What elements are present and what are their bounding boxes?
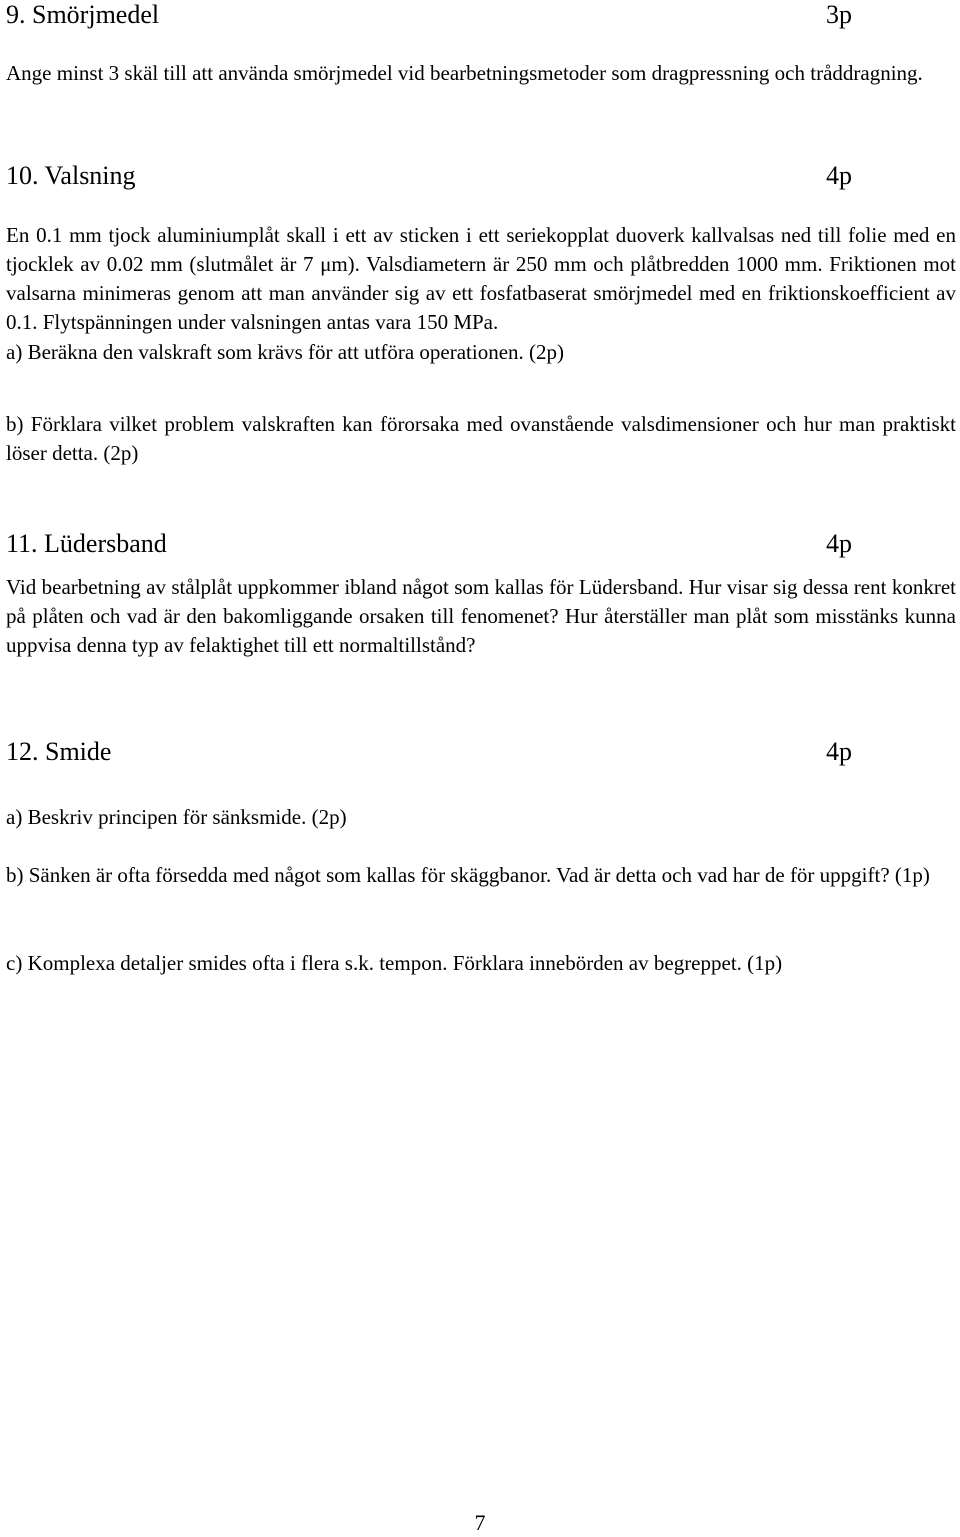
section-11-question: Vid bearbetning av stålplåt uppkommer ibland något som kallas för Lüdersband. Hur visar sig dessa rent konkret på plåten och vad är den bakomliggande orsaken till fenomenet? Hur återställer man plåt som misstänks kunna uppvisa denna typ av felaktighet till ett normaltillstånd? xyxy=(6,575,956,657)
section-title: 11. Lüdersband xyxy=(6,529,167,558)
section-9-question: Ange minst 3 skäl till att använda smörjmedel vid bearbetningsmetoder som dragpressning och tråddragning. xyxy=(6,61,923,85)
page-number: 7 xyxy=(474,1510,486,1535)
section-10-question-b: b) Förklara vilket problem valskraften kan förorsaka med ovanstående valsdimensioner och hur man praktiskt löser detta. (2p) xyxy=(6,412,956,465)
section-points: 4p xyxy=(826,161,852,190)
section-10-question-a: a) Beräkna den valskraft som krävs för att utföra operationen. (2p) xyxy=(6,340,565,364)
section-points: 4p xyxy=(826,529,852,558)
section-10-problem-text: En 0.1 mm tjock aluminiumplåt skall i ett av sticken i ett seriekopplat duoverk kallvalsas ned till folie med en tjocklek av 0.02 mm (slutmålet är 7 μm). Valsdiametern är 250 mm och plåtbredden 1000 mm. Friktionen mot valsarna minimeras genom att man använder sig av ett fosfatbaserat smörjmedel med en friktionskoefficient av 0.1. Flytspänningen under valsningen antas vara 150 MPa. xyxy=(6,223,956,334)
section-title: 10. Valsning xyxy=(6,161,136,190)
section-points: 3p xyxy=(826,0,852,29)
section-title: 9. Smörjmedel xyxy=(6,0,160,29)
section-points: 4p xyxy=(826,737,852,766)
section-12-question-b: b) Sänken är ofta försedda med något som kallas för skäggbanor. Vad är detta och vad har de för uppgift? (1p) xyxy=(6,863,930,887)
section-title: 12. Smide xyxy=(6,737,112,766)
section-12-question-c: c) Komplexa detaljer smides ofta i flera s.k. tempon. Förklara innebörden av begreppet. (1p) xyxy=(6,951,783,975)
section-12-question-a: a) Beskriv principen för sänksmide. (2p) xyxy=(6,805,347,829)
